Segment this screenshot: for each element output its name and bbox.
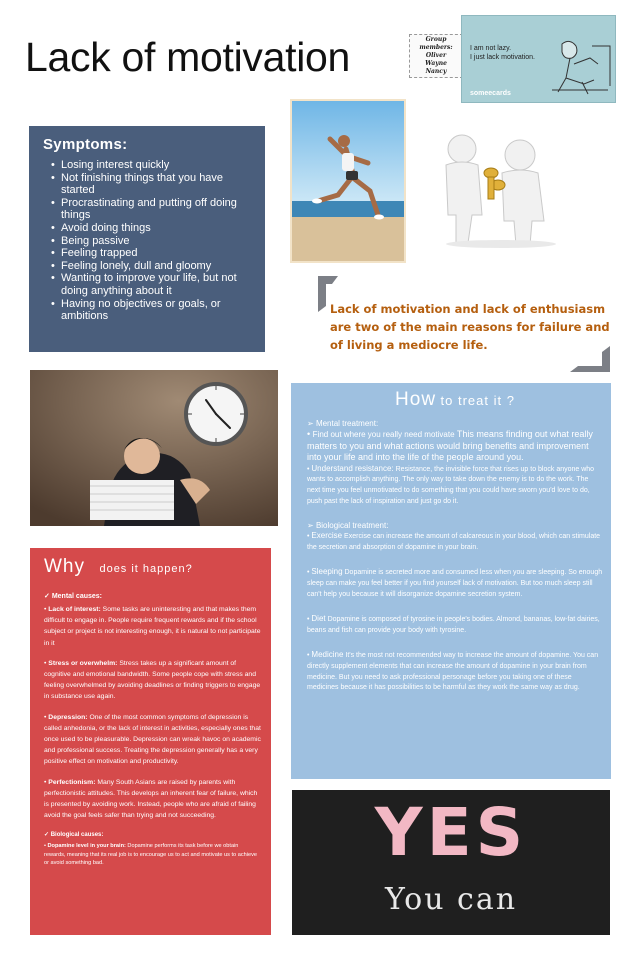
why-heading <box>44 556 261 578</box>
ecard-brand: someecards <box>470 90 511 97</box>
mental-treatment-heading: ➢ Mental treatment: <box>307 419 379 428</box>
treatment-item: • Find out where you really need motivate This means finding out what really matters to you and what actions would bring benefits and improvement into your life and into the life of the people around you. <box>307 429 593 463</box>
cause-text: Dopamine performs its task before we obtain rewards, meaning that its real job is to encourage us to act and motivate us to achieve or avoid something bad. <box>44 843 257 867</box>
symptoms-list <box>43 159 255 323</box>
mental-causes-label: Mental causes: <box>51 593 102 600</box>
treatment-text: This means finding out what really matters to you and what actions would bring benefits and improvement into your life and into the life of the people around you. <box>307 429 593 463</box>
biological-treatment-label: Biological treatment: <box>315 521 389 531</box>
group-members-note <box>409 34 463 78</box>
yes-text: YES <box>374 794 528 871</box>
cause-text: One of the most common symptoms of depression is called anhedonia, or the lack of interest in activities, especially ones that once used to be pleasurable. Depression can wreak havoc on academic and professional success. Treating the depression generally has a very positive effect on motivation and productivity. <box>44 713 261 766</box>
cause-label: Depression: <box>48 713 88 721</box>
group-member: Nancy <box>425 68 447 75</box>
cause-text: Many South Asians are raised by parents with perfectionistic attitudes. This develops an inherent fear of failure, which is presented by avoiding work. Instead, people who are afraid of failing avoid the goal feels safer than trying and not succeeding. <box>44 778 258 820</box>
treatment-item: • Medicine It's the most not recommended way to increase the amount of dopamine. You can directly supplement elements that can increase the amount of dopamine in your brain from medicine. But you need to ask professional personage before you taking one of these medicines because it has possibilities to be harmful as they work the same way as drug. <box>307 650 599 692</box>
cause-text: Stress takes up a significant amount of cognitive and emotional bandwidth. Some people cope with stress and feeling overwhelmed by avoiding deadlines or finding triggers to engage in substance use again. <box>44 659 261 701</box>
runner-photo <box>290 99 406 263</box>
runner-on-beach-illustration <box>292 101 404 261</box>
treatment-label: Find out where you really need motivate <box>312 430 455 439</box>
why-it-happens-panel <box>30 548 271 935</box>
figures-with-key-illustration <box>436 133 566 248</box>
treatment-item: • Diet Dopamine is composed of tyrosine in people's bodies. Almond, bananas, low-fat dairies, beans and fish can provide your body with tyrosine. <box>307 614 600 634</box>
cause-item: • Stress or overwhelm: Stress takes up a significant amount of cognitive and emotional bandwidth. Some people cope with stress and feeling overwhelmed by avoiding deadlines or finding triggers to engage in substance use again. <box>44 659 261 701</box>
ecard-line: I just lack motivation. <box>470 54 535 61</box>
treatment-text: Dopamine is composed of tyrosine in people's bodies. Almond, bananas, low-fat dairies, beans and fish can provide your body with tyrosine. <box>307 616 600 634</box>
how-heading <box>307 389 603 411</box>
cause-label: Perfectionism: <box>48 778 96 786</box>
biological-causes-heading: ✓ Biological causes: <box>44 832 104 839</box>
biological-causes-label: Biological causes: <box>50 832 104 839</box>
cause-label: Dopamine level in your brain: <box>47 843 126 850</box>
treatment-label: Exercise <box>311 531 343 541</box>
treatment-text: Resistance, the invisible force that rises up to block anyone who wants to accomplish anything. The only way to take down the enemy is to do the work. The next time you feel unmotivated to do something that you could have sworn you'd love to do, push past the lack of inspiration and just go do it. <box>307 465 595 505</box>
symptom-item: • Not finishing things that you have started <box>51 172 255 197</box>
treatment-label: Understand resistance: <box>311 463 394 473</box>
cause-label: Stress or overwhelm: <box>48 659 118 667</box>
mental-causes-heading: ✓ Mental causes: <box>44 593 102 600</box>
tired-man-illustration <box>30 370 278 526</box>
treatment-text: Dopamine is secreted more and consumed less when you are sleeping. So enough sleep can make you feel better if you find yourself lack of motivation. But too much sleep still can't help you because it will disorganize dopamine secretion system. <box>307 569 603 598</box>
treatment-text: Exercise can increase the amount of calcareous in your blood, which can stimulate the secretion and absorption of dopamine in your brain. <box>307 533 601 551</box>
you-can-text: You can <box>384 882 518 917</box>
ecard-image <box>461 15 616 103</box>
treatment-label: Diet <box>311 614 326 624</box>
treatment-label: Medicine <box>311 650 344 660</box>
symptom-item: • Feeling lonely, dull and gloomy <box>51 260 255 273</box>
cause-item: • Lack of interest: Some tasks are uninteresting and that makes them difficult to engage in. People require frequent rewards and if the school subject or project is not interesting enough, it is natural to not participate in it <box>44 606 261 647</box>
why-title-big: Why <box>44 556 85 577</box>
symptom-item: • Feeling trapped <box>51 247 255 260</box>
treatment-text: It's the most not recommended way to increase the amount of dopamine. You can directly supplement elements that can increase the amount of dopamine in your brain from medicine. But you need to ask professional personage before you taking one of these medicines because it has possibilities to be harmful as they work the same way as drug. <box>307 652 599 692</box>
how-title-big: How <box>395 389 437 410</box>
group-member: Oliver <box>425 52 447 59</box>
symptom-item: • Avoid doing things <box>51 222 255 235</box>
symptom-item: • Having no objectives or goals, or ambitions <box>51 298 255 323</box>
treatment-item: • Understand resistance: Resistance, the invisible force that rises up to block anyone who wants to accomplish anything. The only way to take down the enemy is to do the work. The next time you feel unmotivated to do something that you could have sworn you'd love to do, push past the lack of inspiration and just go do it. <box>307 463 595 505</box>
symptom-item: • Wanting to improve your life, but not doing anything about it <box>51 272 255 297</box>
tired-man-with-clock-photo <box>30 370 278 526</box>
cause-text: Some tasks are uninteresting and that makes them difficult to engage in. People require frequent rewards and if the school subject or project is not interesting enough, it is natural to not participate in it <box>44 606 261 647</box>
treatment-item: • Exercise Exercise can increase the amount of calcareous in your blood, which can stimulate the secretion and absorption of dopamine in your brain. <box>307 531 601 551</box>
group-heading: Group members: <box>419 36 453 51</box>
cause-item: • Perfectionism: Many South Asians are raised by parents with perfectionistic attitudes. This develops an inherent fear of failure, which is presented by avoiding work. Instead, people who are afraid of failing avoid the goal feels safer than trying and not succeeding. <box>44 778 258 820</box>
group-member: Wayne <box>425 60 447 67</box>
how-title-small: to treat it ? <box>440 393 515 408</box>
symptom-item: • Procrastinating and putting off doing things <box>51 197 255 222</box>
ecard-text <box>470 44 535 62</box>
motivation-quote: Lack of motivation and lack of enthusiasm are two of the main reasons for failure and of living a mediocre life. <box>330 302 610 352</box>
cause-item: • Depression: One of the most common symptoms of depression is called anhedonia, or the lack of interest in activities, especially ones that once used to be pleasurable. Depression can wreak havoc on academic and professional success. Treating the depression generally has a very positive effect on motivation and productivity. <box>44 713 261 766</box>
how-to-treat-panel <box>291 383 611 779</box>
cause-item: • Dopamine level in your brain: Dopamine performs its task before we obtain rewards, meaning that its real job is to encourage us to act and motivate us to achieve or avoid something bad. <box>44 843 257 867</box>
symptoms-panel <box>29 126 265 352</box>
mental-treatment-label: Mental treatment: <box>315 419 379 428</box>
treatment-label: Sleeping <box>311 567 343 577</box>
treatment-item: • Sleeping Dopamine is secreted more and consumed less when you are sleeping. So enough sleep can make you feel better if you find yourself lack of motivation. But too much sleep still can't help you because it will disorganize dopamine secretion system. <box>307 567 603 598</box>
poster-title: Lack of motivation <box>25 34 351 80</box>
yes-you-can-image <box>292 790 610 935</box>
symptoms-heading: Symptoms: <box>43 136 128 153</box>
symptom-item: • Losing interest quickly <box>51 159 255 172</box>
symptom-item: • Being passive <box>51 235 255 248</box>
why-title-small: does it happen? <box>99 563 193 575</box>
biological-treatment-heading: ➢ Biological treatment: <box>307 521 389 531</box>
cause-label: Lack of interest: <box>48 606 101 613</box>
ecard-line: I am not lazy. <box>470 45 512 52</box>
